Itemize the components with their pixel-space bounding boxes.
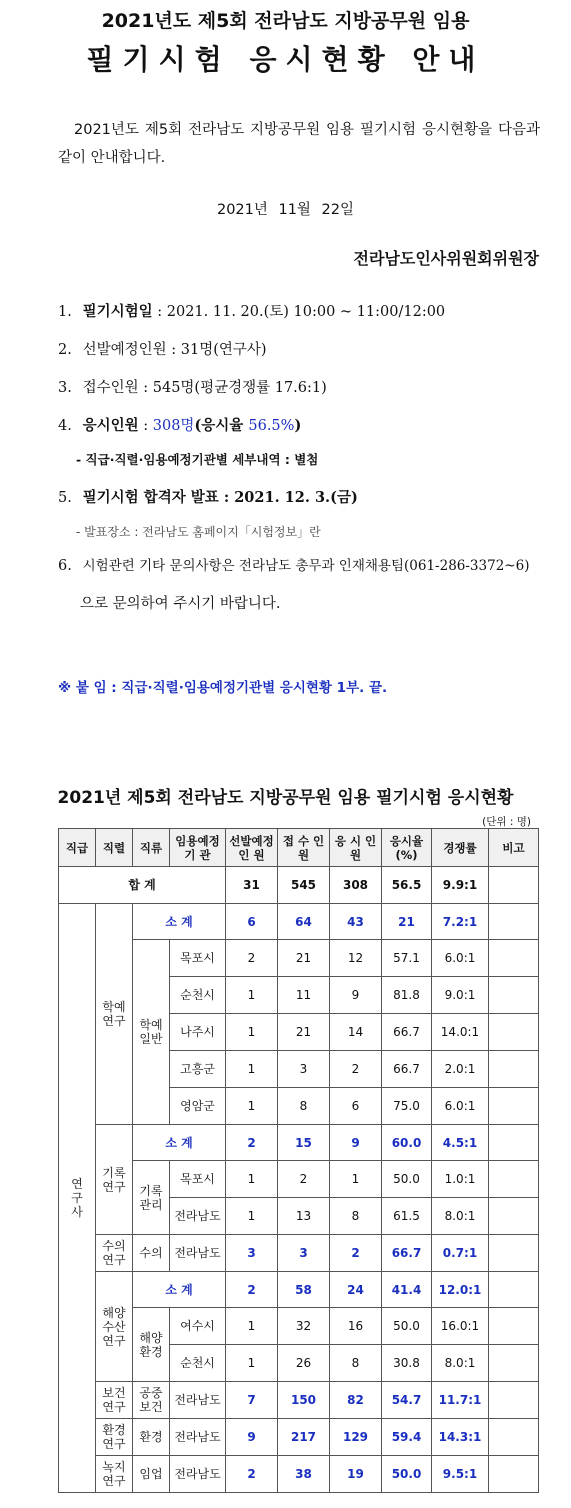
series-cell: 보건 연구 (96, 1382, 133, 1419)
series-cell: 수의 연구 (96, 1235, 133, 1272)
total-label: 합 계 (59, 867, 226, 904)
cell: 21 (278, 940, 330, 977)
item-inquiry-cont (58, 592, 548, 630)
notice-date: 2021년 11월 22일 (216, 202, 355, 218)
cell: 2 (226, 940, 278, 977)
cell (489, 940, 539, 977)
item-text: 시험관련 기타 문의사항은 전라남도 총무과 인재채용팀(061-286-3372~6) (82, 558, 530, 574)
kind-cell: 공중 보건 (133, 1382, 170, 1419)
item-announcement-place (58, 520, 548, 554)
series-cell: 해양 수산 연구 (96, 1272, 133, 1382)
item-announcement (58, 486, 548, 520)
cell: 9 (226, 1419, 278, 1456)
cell: 8 (278, 1088, 330, 1125)
cell: 82 (330, 1382, 382, 1419)
cell: 21 (382, 904, 432, 940)
org-cell: 나주시 (170, 1014, 226, 1051)
org-cell: 영암군 (170, 1088, 226, 1125)
table-row (59, 904, 539, 940)
item-detail-note (58, 448, 548, 486)
applicant-count: 308명 (152, 418, 195, 434)
item-number: 4. (58, 418, 72, 434)
item-value: : 2021. 11. 20.(토) 10:00 ~ 11:00/12:00 (152, 304, 446, 320)
cell: 64 (278, 904, 330, 940)
cell: 9 (330, 977, 382, 1014)
cell: 129 (330, 1419, 382, 1456)
item-text: 접수인원 : 545명(평균경쟁률 17.6:1) (82, 380, 327, 396)
cell: 50.0 (382, 1456, 432, 1493)
title-line-1: 2021년도 제5회 전라남도 지방공무원 임용 (101, 10, 470, 32)
cell: 15 (278, 1125, 330, 1161)
item-selection-count (58, 338, 548, 376)
subtotal-label: 소 계 (133, 1125, 226, 1161)
org-cell: 순천시 (170, 1345, 226, 1382)
cell: 32 (278, 1308, 330, 1345)
cell: 0.7:1 (432, 1235, 489, 1272)
table-row (59, 1456, 539, 1493)
cell: 2 (226, 1272, 278, 1308)
cell: 14.0:1 (432, 1014, 489, 1051)
cell: 59.4 (382, 1419, 432, 1456)
announcement-place: - 발표장소 : 전라남도 홈페이지「시험정보」란 (76, 525, 321, 539)
item-inquiry (58, 554, 548, 592)
table-row (59, 1382, 539, 1419)
cell: 60.0 (382, 1125, 432, 1161)
subtotal-label: 소 계 (133, 904, 226, 940)
header-cell: 경쟁률 (432, 829, 489, 867)
cell: 58 (278, 1272, 330, 1308)
cell: 50.0 (382, 1161, 432, 1198)
cell: 26 (278, 1345, 330, 1382)
org-cell: 전라남도 (170, 1419, 226, 1456)
total-row (59, 867, 539, 904)
org-cell: 전라남도 (170, 1382, 226, 1419)
detail-note: - 직급·직렬·임용예정기관별 세부내역 : 별첨 (76, 452, 319, 467)
table-row (59, 1125, 539, 1161)
table-header-row (59, 829, 539, 867)
org-cell: 전라남도 (170, 1198, 226, 1235)
table-row (59, 1419, 539, 1456)
org-cell: 순천시 (170, 977, 226, 1014)
cell (489, 1419, 539, 1456)
cell: 2 (226, 1125, 278, 1161)
cell (489, 1125, 539, 1161)
cell: 66.7 (382, 1235, 432, 1272)
kind-cell: 해양 환경 (133, 1308, 170, 1382)
item-received-count (58, 376, 548, 414)
cell: 9 (330, 1125, 382, 1161)
cell: 12.0:1 (432, 1272, 489, 1308)
cell: 8 (330, 1198, 382, 1235)
cell: 150 (278, 1382, 330, 1419)
cell: 9.9:1 (432, 867, 489, 904)
cell (489, 1161, 539, 1198)
cell: 2 (330, 1051, 382, 1088)
cell: 14 (330, 1014, 382, 1051)
cell: 54.7 (382, 1382, 432, 1419)
cell: 75.0 (382, 1088, 432, 1125)
cell: 56.5 (382, 867, 432, 904)
series-cell: 기록 연구 (96, 1125, 133, 1235)
item-applicant-count (58, 414, 548, 448)
cell: 3 (278, 1235, 330, 1272)
org-cell: 여수시 (170, 1308, 226, 1345)
cell: 9.5:1 (432, 1456, 489, 1493)
org-cell: 전라남도 (170, 1235, 226, 1272)
cell: 6 (226, 904, 278, 940)
cell (489, 1272, 539, 1308)
cell: 31 (226, 867, 278, 904)
header-cell: 비고 (489, 829, 539, 867)
table-row (59, 1272, 539, 1308)
cell (489, 1456, 539, 1493)
cell: 43 (330, 904, 382, 940)
cell: 19 (330, 1456, 382, 1493)
cell: 38 (278, 1456, 330, 1493)
header-cell: 직렬 (96, 829, 133, 867)
item-number: 1. (58, 304, 72, 320)
cell: 6.0:1 (432, 1088, 489, 1125)
cell: 9.0:1 (432, 977, 489, 1014)
item-number: 2. (58, 342, 72, 358)
table-title: 2021년 제5회 전라남도 지방공무원 임용 필기시험 응시현황 (57, 788, 514, 808)
cell (489, 1345, 539, 1382)
cell: 8.0:1 (432, 1345, 489, 1382)
header-cell: 접 수 인 원 (278, 829, 330, 867)
cell: 12 (330, 940, 382, 977)
cell: 7.2:1 (432, 904, 489, 940)
cell (489, 904, 539, 940)
table-unit: (단위 : 명) (482, 816, 531, 828)
cell: 308 (330, 867, 382, 904)
header-cell: 직류 (133, 829, 170, 867)
cell: 2.0:1 (432, 1051, 489, 1088)
item-text-cont: 으로 문의하여 주시기 바랍니다. (80, 596, 281, 612)
series-cell: 환경 연구 (96, 1419, 133, 1456)
cell (489, 1235, 539, 1272)
cell: 6 (330, 1088, 382, 1125)
item-label: 응시인원 (82, 417, 139, 434)
cell: 1 (226, 1088, 278, 1125)
cell: 16.0:1 (432, 1308, 489, 1345)
series-cell: 학예 연구 (96, 904, 133, 1125)
item-number: 3. (58, 380, 72, 396)
org-cell: 목포시 (170, 1161, 226, 1198)
cell: 3 (226, 1235, 278, 1272)
cell: 13 (278, 1198, 330, 1235)
cell: 4.5:1 (432, 1125, 489, 1161)
cell: 3 (278, 1051, 330, 1088)
kind-cell: 환경 (133, 1419, 170, 1456)
cell (489, 977, 539, 1014)
cell: 66.7 (382, 1051, 432, 1088)
cell: 8 (330, 1345, 382, 1382)
header-cell: 응 시 인 원 (330, 829, 382, 867)
cell: 1 (226, 1014, 278, 1051)
cell: 1 (226, 1308, 278, 1345)
kind-cell: 수의 (133, 1235, 170, 1272)
cell: 8.0:1 (432, 1198, 489, 1235)
item-number: 5. (58, 490, 72, 506)
table-row (59, 1235, 539, 1272)
cell: 21 (278, 1014, 330, 1051)
header-cell: 직급 (59, 829, 96, 867)
rate-paren: (응시율 (194, 417, 249, 434)
cell: 2 (330, 1235, 382, 1272)
attachment-note: ※ 붙 임 : 직급·직렬·임용예정기관별 응시현황 1부. 끝. (58, 680, 388, 696)
cell: 66.7 (382, 1014, 432, 1051)
cell: 14.3:1 (432, 1419, 489, 1456)
cell: 1 (226, 1051, 278, 1088)
org-cell: 전라남도 (170, 1456, 226, 1493)
item-text: 필기시험 합격자 발표 : 2021. 12. 3.(금) (82, 489, 358, 506)
status-table (58, 828, 539, 1493)
cell: 7 (226, 1382, 278, 1419)
cell: 1.0:1 (432, 1161, 489, 1198)
kind-cell: 임업 (133, 1456, 170, 1493)
item-number: 6. (58, 558, 72, 574)
header-cell: 선발예정 인 원 (226, 829, 278, 867)
intro-paragraph: 2021년도 제5회 전라남도 지방공무원 임용 필기시험 응시현황을 다음과 같이 안내합니다. (58, 122, 540, 166)
org-cell: 목포시 (170, 940, 226, 977)
cell: 217 (278, 1419, 330, 1456)
cell: 1 (226, 1198, 278, 1235)
applicant-rate: 56.5% (248, 418, 295, 434)
org-cell: 고흥군 (170, 1051, 226, 1088)
cell: 11 (278, 977, 330, 1014)
kind-cell: 학예 일반 (133, 940, 170, 1125)
title-line-2: 필기시험 응시현황 안내 (86, 43, 485, 76)
cell: 81.8 (382, 977, 432, 1014)
notice-items (58, 300, 548, 630)
series-cell: 녹지 연구 (96, 1456, 133, 1493)
cell: 1 (226, 1161, 278, 1198)
header-cell: 임용예정 기 관 (170, 829, 226, 867)
kind-cell: 기록 관리 (133, 1161, 170, 1235)
cell: 6.0:1 (432, 940, 489, 977)
cell (489, 1088, 539, 1125)
cell: 57.1 (382, 940, 432, 977)
cell: 30.8 (382, 1345, 432, 1382)
cell: 1 (330, 1161, 382, 1198)
item-label: 필기시험일 (82, 303, 153, 320)
cell (489, 1051, 539, 1088)
cell (489, 1198, 539, 1235)
cell: 41.4 (382, 1272, 432, 1308)
cell: 1 (226, 977, 278, 1014)
cell: 24 (330, 1272, 382, 1308)
item-exam-date (58, 300, 548, 338)
cell (489, 1014, 539, 1051)
cell: 50.0 (382, 1308, 432, 1345)
cell (489, 867, 539, 904)
subtotal-label: 소 계 (133, 1272, 226, 1308)
cell (489, 1308, 539, 1345)
cell: 2 (278, 1161, 330, 1198)
cell: 61.5 (382, 1198, 432, 1235)
cell: 2 (226, 1456, 278, 1493)
cell: 1 (226, 1345, 278, 1382)
header-cell: 응시율 (%) (382, 829, 432, 867)
cell: 545 (278, 867, 330, 904)
rank-cell: 연 구 사 (59, 904, 96, 1493)
item-colon: : (138, 418, 153, 434)
signature: 전라남도인사위원회위원장 (353, 249, 539, 268)
cell: 16 (330, 1308, 382, 1345)
item-text: 선발예정인원 : 31명(연구사) (82, 342, 267, 358)
rate-paren-close: ) (294, 417, 302, 434)
cell (489, 1382, 539, 1419)
cell: 11.7:1 (432, 1382, 489, 1419)
